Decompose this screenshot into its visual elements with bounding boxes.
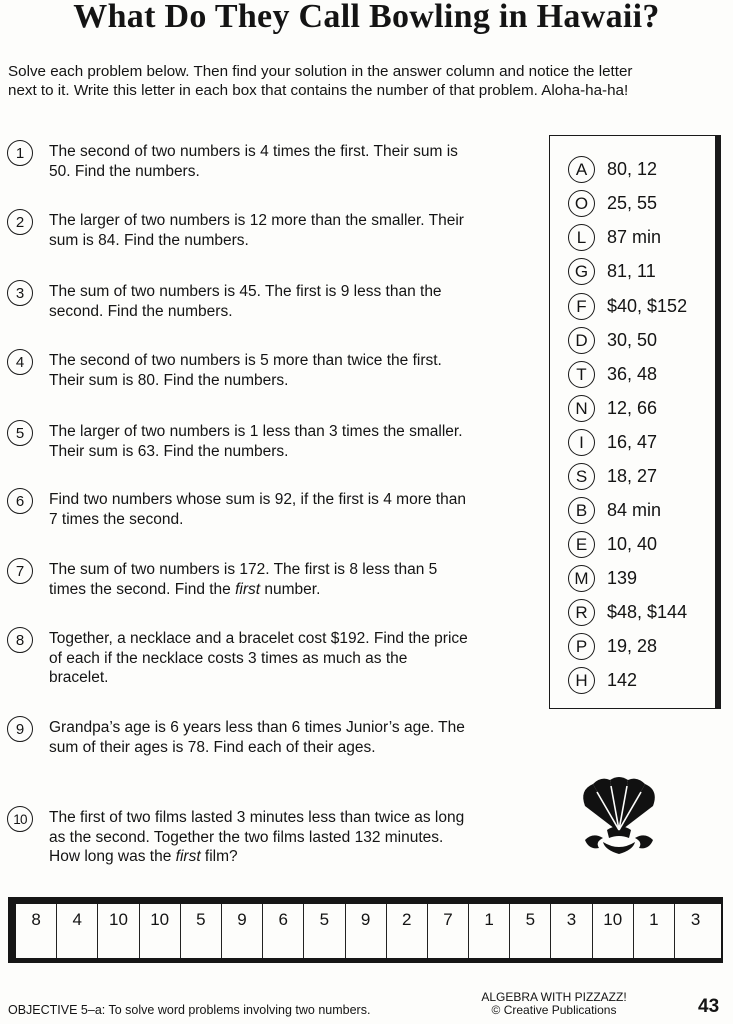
answer-letter: G [568,258,595,285]
instructions: Solve each problem below. Then find your solution in the answer column and notice the letter next to it. Write this letter in each box that contains the number of that problem. Aloha-ha-ha! [8,63,633,99]
problem-4 [7,351,477,390]
problem-text: Grandpa’s age is 6 years less than 6 times Junior’s age. The sum of their ages is 78. Find each of their ages. [49,719,465,756]
problem-8 [7,629,477,688]
code-box[interactable]: 8 [16,904,57,958]
answer-item [568,633,657,660]
problem-1 [7,142,477,181]
answer-value: 142 [607,670,638,690]
problem-text: The larger of two numbers is 12 more than the smaller. Their sum is 84. Find the numbers. [49,212,464,249]
problem-text: The sum of two numbers is 45. The first is 9 less than the second. Find the numbers. [49,283,442,320]
answer-value: 36, 48 [607,364,658,384]
answer-letter: D [568,327,595,354]
answer-value: 25, 55 [607,193,658,213]
answer-value: 84 min [607,500,662,520]
answer-value: 18, 27 [607,466,658,486]
problem-2 [7,211,477,250]
code-box[interactable]: 3 [690,910,701,929]
answer-value: $48, $144 [607,602,688,622]
answer-letter: F [568,293,595,320]
code-box[interactable]: 9 [346,904,387,958]
answer-column [549,135,721,709]
answer-value: 10, 40 [607,534,658,554]
answer-value: 87 min [607,227,662,247]
problem-7 [7,560,477,599]
code-box[interactable]: 3 [551,904,592,958]
problem-6 [7,490,477,529]
problem-text: The second of two numbers is 4 times the first. Their sum is 50. Find the numbers. [49,143,458,180]
answer-item [568,497,661,524]
code-box[interactable]: 1 [634,904,675,958]
answer-item [568,463,657,490]
problem-number: 1 [7,140,33,166]
answer-item [568,258,656,285]
problem-number: 10 [7,806,33,832]
answer-item [568,361,657,388]
code-box[interactable]: 2 [387,904,428,958]
code-box[interactable]: 7 [428,904,469,958]
answer-item [568,429,657,456]
problem-text: The sum of two numbers is 172. The first is 8 less than 5 times the second. Find the first number. [49,561,438,598]
answer-letter: N [568,395,595,422]
page-title: What Do They Call Bowling in Hawaii? [73,0,660,35]
answer-item [568,565,637,592]
problem-number: 4 [7,349,33,375]
answer-item [568,531,657,558]
code-box[interactable]: 10 [98,904,139,958]
book-title: ALGEBRA WITH PIZZAZZ! [481,990,627,1004]
problem-number: 8 [7,627,33,653]
code-box[interactable]: 5 [510,904,551,958]
answer-item [568,224,661,251]
seashell-icon [577,776,661,856]
code-box[interactable]: 6 [263,904,304,958]
problem-text: The second of two numbers is 5 more than twice the first. Their sum is 80. Find the numbers. [49,352,442,389]
answer-item [568,156,657,183]
code-box[interactable]: 5 [304,904,345,958]
problem-text: The first of two films lasted 3 minutes less than twice as long as the second. Together the two films lasted 132 minutes. How long was the first film? [49,809,465,865]
code-box[interactable]: 10 [140,904,181,958]
answer-letter: A [568,156,595,183]
code-box[interactable]: 4 [57,904,98,958]
answer-item [568,395,657,422]
answer-letter: S [568,463,595,490]
publisher: © Creative Publications [491,1003,617,1017]
answer-letter: H [568,667,595,694]
answer-letter: T [568,361,595,388]
answer-value: 81, 11 [607,261,656,281]
problem-number: 5 [7,420,33,446]
code-box[interactable]: 10 [593,904,634,958]
answer-letter: P [568,633,595,660]
answer-letter: B [568,497,595,524]
problem-5 [7,422,477,461]
problem-10 [7,808,477,867]
answer-value: 16, 47 [607,432,658,452]
problem-number: 6 [7,488,33,514]
answer-item [568,190,657,217]
problem-3 [7,282,477,321]
answer-value: $40, $152 [607,296,688,316]
answer-letter: E [568,531,595,558]
answer-item [568,327,657,354]
objective-text: OBJECTIVE 5–a: To solve word problems involving two numbers. [8,1003,371,1017]
answer-value: 139 [607,568,638,588]
problem-number: 7 [7,558,33,584]
problem-number: 3 [7,280,33,306]
problem-9 [7,718,477,757]
answer-item [568,667,637,694]
answer-letter: L [568,224,595,251]
answer-letter: O [568,190,595,217]
answer-value: 19, 28 [607,636,658,656]
answer-letter: M [568,565,595,592]
problem-text: Together, a necklace and a bracelet cost $192. Find the price of each if the necklace costs 3 times as much as the bracelet. [49,630,468,686]
answer-value: 30, 50 [607,330,658,350]
answer-value: 80, 12 [607,159,658,179]
code-box[interactable]: 5 [181,904,222,958]
answer-item [568,599,687,626]
code-box[interactable]: 9 [222,904,263,958]
strip-edge [8,904,16,958]
page-number: 43 [698,996,720,1017]
answer-item [568,293,687,320]
problem-number: 2 [7,209,33,235]
code-box[interactable]: 1 [469,904,510,958]
answer-code-strip [8,897,723,963]
problem-text: Find two numbers whose sum is 92, if the first is 4 more than 7 times the second. [49,491,466,528]
book-credit [470,991,638,1017]
answer-value: 12, 66 [607,398,658,418]
problem-number: 9 [7,716,33,742]
answer-letter: R [568,599,595,626]
problem-text: The larger of two numbers is 1 less than 3 times the smaller. Their sum is 63. Find the numbers. [49,423,463,460]
answer-letter: I [568,429,595,456]
